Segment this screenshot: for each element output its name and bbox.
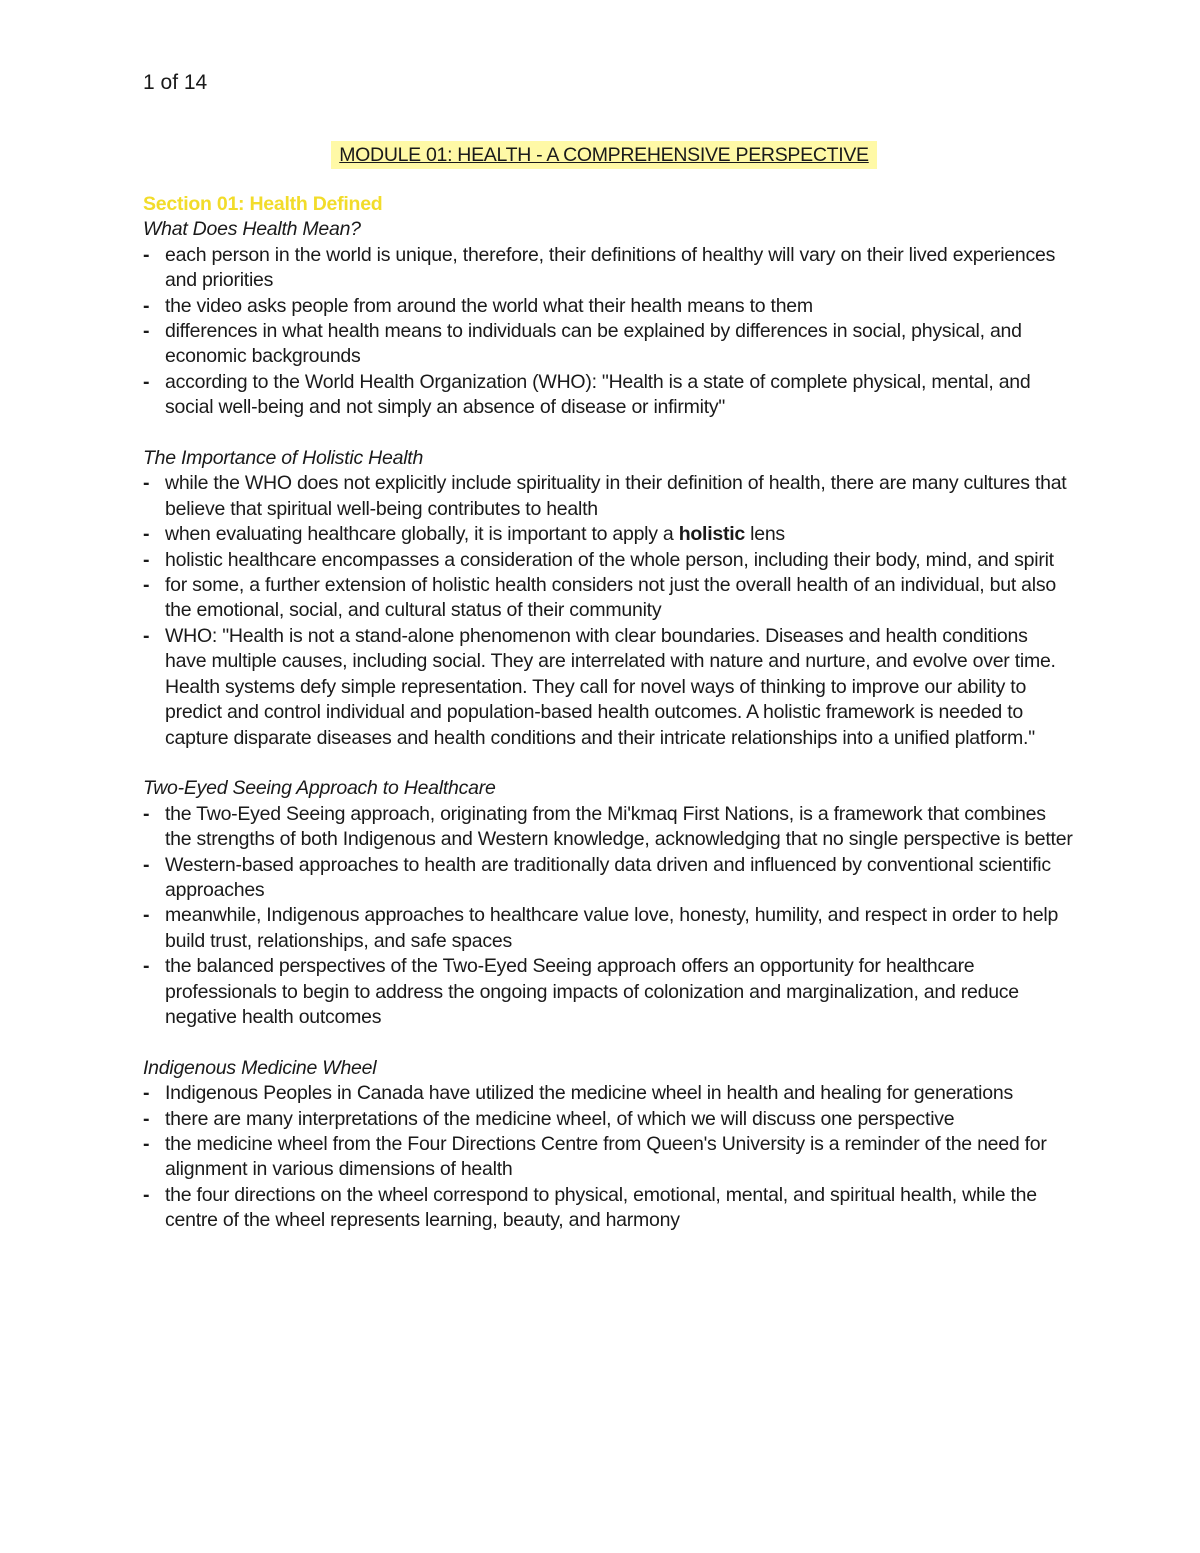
document-body [143, 192, 1073, 1234]
bullet-item: - holistic healthcare encompasses a consideration of the whole person, including their body, mind, and spirit [143, 548, 1073, 573]
bullet-item: - for some, a further extension of holistic health considers not just the overall health of an individual, but also the emotional, social, and cultural status of their community [143, 573, 1073, 624]
bullet-text: when evaluating healthcare globally, it is important to apply a [165, 523, 679, 546]
bullet-item: - differences in what health means to individuals can be explained by differences in social, physical, and economic backgrounds [143, 319, 1073, 370]
subsection-heading: Two-Eyed Seeing Approach to Healthcare [143, 777, 496, 800]
subsection-heading: Indigenous Medicine Wheel [143, 1056, 377, 1079]
bullet-list [143, 243, 1073, 421]
subsection-heading: The Importance of Holistic Health [143, 447, 424, 470]
module-title: MODULE 01: HEALTH - A COMPREHENSIVE PERSPECTIVE [331, 141, 877, 169]
bullet-item: - while the WHO does not explicitly include spirituality in their definition of health, there are many cultures that believe that spiritual well-being contributes to health [143, 471, 1073, 522]
bullet-text: lens [744, 523, 785, 546]
bullet-item: - according to the World Health Organization (WHO): "Health is a state of complete physical, mental, and social well-being and not simply an absence of disease or infirmity" [143, 370, 1073, 421]
bullet-item: - each person in the world is unique, therefore, their definitions of healthy will vary on their lived experiences and priorities [143, 243, 1073, 294]
bullet-item: - Indigenous Peoples in Canada have utilized the medicine wheel in health and healing for generations [143, 1081, 1073, 1106]
bold-term: holistic [678, 523, 745, 546]
bullet-item: - the video asks people from around the world what their health means to them [143, 294, 1073, 319]
bullet-item: - WHO: "Health is not a stand-alone phenomenon with clear boundaries. Diseases and health conditions have multiple causes, including social. They are interrelated with nature and nurture, and evolve over time. Health systems defy simple representation. They call for novel ways of thinking to improve our ability to predict and control individual and population-based health outcomes. A holistic framework is needed to capture disparate diseases and health conditions and their intricate relationships into a unified platform." [143, 624, 1073, 751]
bullet-list [143, 802, 1073, 1031]
bullet-item: - the medicine wheel from the Four Directions Centre from Queen's University is a reminder of the need for alignment in various dimensions of health [143, 1132, 1073, 1183]
bullet-item: - the balanced perspectives of the Two-Eyed Seeing approach offers an opportunity for healthcare professionals to begin to address the ongoing impacts of colonization and marginalization, and reduce negative health outcomes [143, 954, 1073, 1030]
page-number: 1 of 14 [143, 71, 208, 94]
bullet-item: - there are many interpretations of the medicine wheel, of which we will discuss one perspective [143, 1107, 1073, 1132]
section-heading: Section 01: Health Defined [143, 193, 383, 215]
bullet-item: - the Two-Eyed Seeing approach, originating from the Mi'kmaq First Nations, is a framework that combines the strengths of both Indigenous and Western knowledge, acknowledging that no single perspective is better [143, 802, 1073, 853]
module-title-container [0, 141, 1200, 169]
bullet-item-holistic [143, 522, 1073, 547]
bullet-list [143, 471, 1073, 750]
bullet-item: - the four directions on the wheel correspond to physical, emotional, mental, and spiritual health, while the centre of the wheel represents learning, beauty, and harmony [143, 1183, 1073, 1234]
subsection-heading: What Does Health Mean? [143, 218, 361, 241]
bullet-item: - meanwhile, Indigenous approaches to healthcare value love, honesty, humility, and respect in order to help build trust, relationships, and safe spaces [143, 903, 1073, 954]
bullet-list [143, 1081, 1073, 1233]
bullet-item: - Western-based approaches to health are traditionally data driven and influenced by conventional scientific approaches [143, 853, 1073, 904]
